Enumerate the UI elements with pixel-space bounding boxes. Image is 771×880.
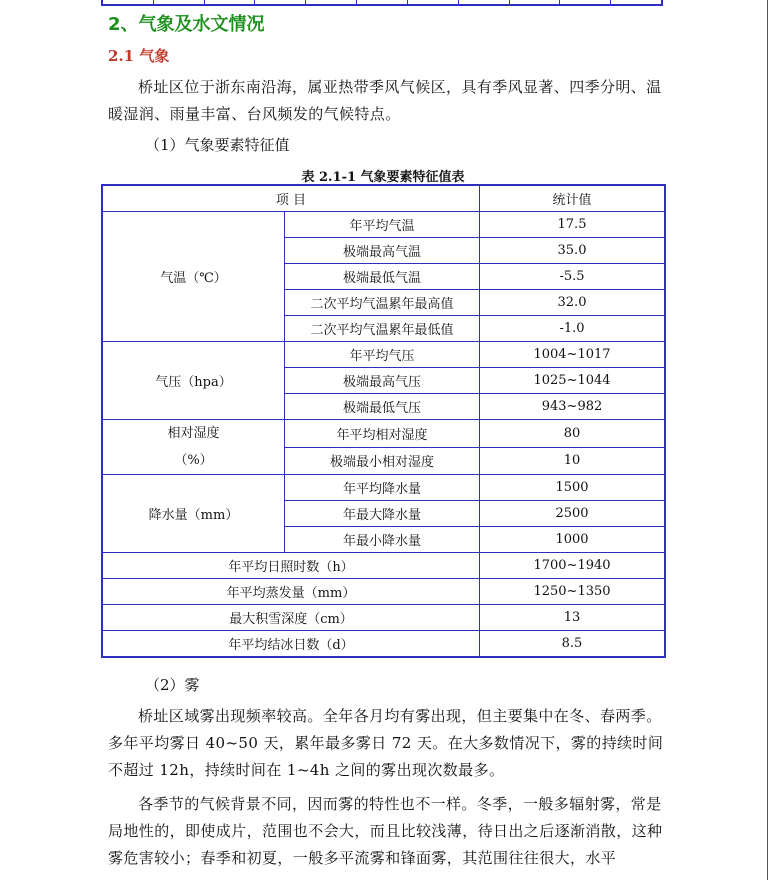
sub-heading-2: （2）雾 (145, 676, 200, 694)
group-label-humidity (102, 420, 285, 475)
value-cell: 8.5 (480, 631, 666, 658)
weather-table (101, 184, 666, 658)
header-item: 项 目 (102, 185, 480, 212)
value-cell: 32.0 (480, 290, 666, 316)
section-heading: 2、气象及水文情况 (108, 14, 265, 35)
item-cell: 极端最高气压 (285, 368, 480, 394)
value-cell: 1004~1017 (480, 342, 666, 368)
item-cell: 年平均降水量 (285, 475, 480, 501)
table-row (102, 631, 665, 658)
item-cell: 年平均日照时数（h） (102, 553, 480, 579)
table-row (102, 579, 665, 605)
value-cell: 1250~1350 (480, 579, 666, 605)
subsection-heading: 2.1 气象 (108, 47, 170, 65)
table-row (102, 420, 665, 448)
page-edge-line (767, 0, 768, 880)
value-cell: 1025~1044 (480, 368, 666, 394)
item-cell: 极端最高气温 (285, 238, 480, 264)
item-cell: 年最小降水量 (285, 527, 480, 553)
value-cell: -5.5 (480, 264, 666, 290)
table-row (102, 342, 665, 368)
item-cell: 年平均气温 (285, 212, 480, 238)
item-cell: 二次平均气温累年最高值 (285, 290, 480, 316)
item-cell: 二次平均气温累年最低值 (285, 316, 480, 342)
group-label-rain: 降水量（mm） (102, 475, 285, 553)
item-cell: 极端最低气压 (285, 394, 480, 420)
value-cell: 10 (480, 447, 666, 475)
item-cell: 极端最小相对湿度 (285, 447, 480, 475)
table-row (102, 553, 665, 579)
header-value: 统计值 (480, 185, 666, 212)
fog-paragraph-1: 桥址区域雾出现频率较高。全年各月均有雾出现，但主要集中在冬、春两季。多年平均雾日 40~50 天，累年最多雾日 72 天。在大多数情况下，雾的持续时间不超过 12h，持续时间在 1~4h 之间的雾出现次数最多。 (108, 707, 664, 779)
group-label-pressure: 气压（hpa） (102, 342, 285, 420)
item-cell: 极端最低气温 (285, 264, 480, 290)
table-header-row (102, 185, 665, 212)
humidity-label-line1: 相对湿度 (167, 426, 220, 441)
value-cell: 13 (480, 605, 666, 631)
value-cell: 1700~1940 (480, 553, 666, 579)
fog-paragraph-2: 各季节的气候背景不同，因而雾的特性也不一样。冬季，一般多辐射雾，常是局地性的，即使成片，范围也不会大，而且比较浅薄，待日出之后逐渐消散，这种雾危害较小；春季和初夏，一般多平流雾和锋面雾，其范围往往很大，水平 (108, 795, 663, 867)
group-label-temp: 气温（℃） (102, 212, 285, 342)
item-cell: 年平均蒸发量（mm） (102, 579, 480, 605)
table-row (102, 212, 665, 238)
humidity-label-line2: （%） (174, 453, 213, 468)
table-row (102, 475, 665, 501)
item-cell: 年平均相对湿度 (285, 420, 480, 448)
value-cell: 17.5 (480, 212, 666, 238)
value-cell: 80 (480, 420, 666, 448)
value-cell: 2500 (480, 501, 666, 527)
table-row (102, 605, 665, 631)
item-cell: 最大积雪深度（cm） (102, 605, 480, 631)
value-cell: 1500 (480, 475, 666, 501)
item-cell: 年平均结冰日数（d） (102, 631, 480, 658)
intro-paragraph: 桥址区位于浙东南沿海，属亚热带季风气候区，具有季风显著、四季分明、温暖湿润、雨量丰富、台风频发的气候特点。 (108, 78, 662, 123)
item-cell: 年平均气压 (285, 342, 480, 368)
value-cell: 35.0 (480, 238, 666, 264)
value-cell: 1000 (480, 527, 666, 553)
table-caption: 表 2.1-1 气象要素特征值表 (301, 170, 465, 185)
value-cell: -1.0 (480, 316, 666, 342)
value-cell: 943~982 (480, 394, 666, 420)
item-cell: 年最大降水量 (285, 501, 480, 527)
previous-table-bottom (101, 0, 663, 6)
sub-heading-1: （1）气象要素特征值 (145, 136, 290, 154)
